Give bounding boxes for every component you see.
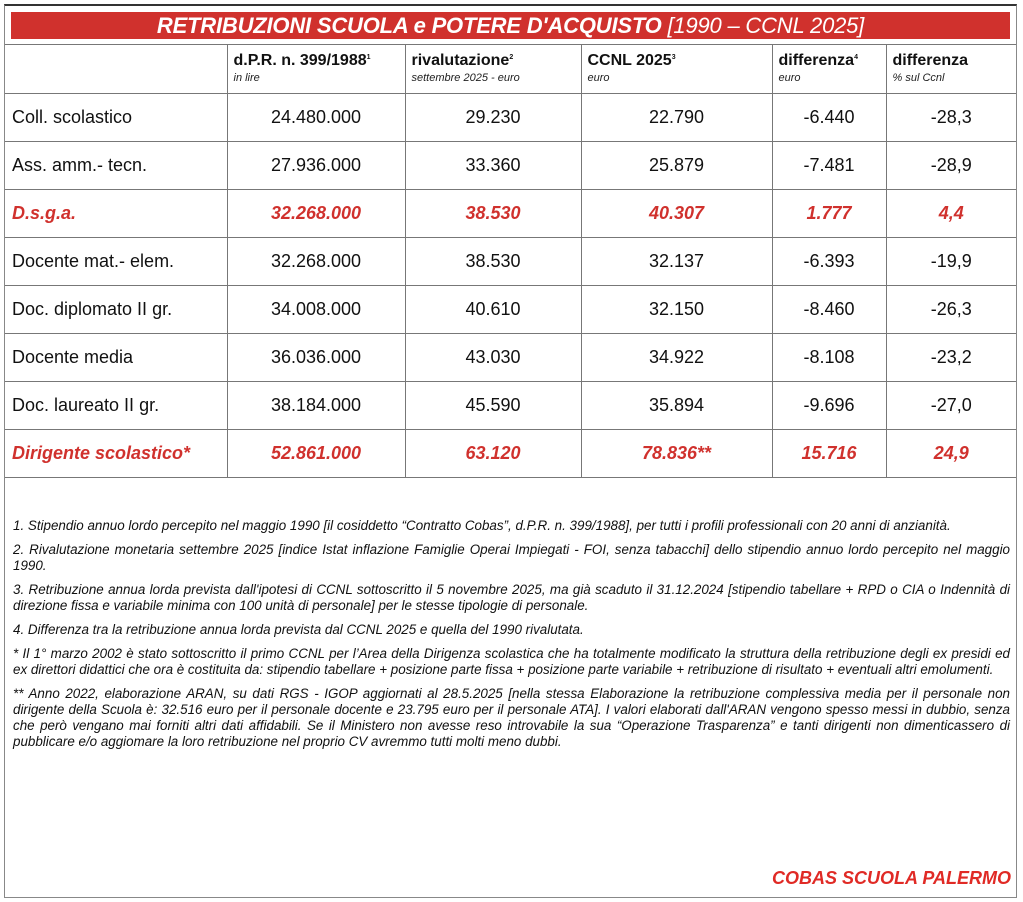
cell-differenza-euro: -6.393 bbox=[772, 238, 886, 286]
cell-dpr: 52.861.000 bbox=[227, 430, 405, 478]
document-frame bbox=[4, 4, 1017, 898]
title-period: [1990 – CCNL 2025] bbox=[667, 13, 865, 38]
table-row bbox=[5, 334, 1016, 382]
header-differenza-euro: differenza$^4$ euro bbox=[772, 45, 886, 94]
table-row bbox=[5, 190, 1016, 238]
footnote-1: 1. Stipendio annuo lordo percepito nel maggio 1990 [il cosiddetto “Contratto Cobas”, d.P.R. n. 399/1988], per tutti i profili professionali con 20 anni di anzianità. bbox=[13, 518, 951, 533]
row-label: Docente media bbox=[5, 334, 227, 382]
row-label: Docente mat.- elem. bbox=[5, 238, 227, 286]
row-label: Doc. diplomato II gr. bbox=[5, 286, 227, 334]
cell-differenza-pct: -23,2 bbox=[886, 334, 1016, 382]
title-main: RETRIBUZIONI SCUOLA e POTERE D'ACQUISTO bbox=[156, 13, 662, 38]
header-ccnl: CCNL 2025$^3$ euro bbox=[581, 45, 772, 94]
table-row bbox=[5, 286, 1016, 334]
cell-rivalutazione: 38.530 bbox=[405, 238, 581, 286]
cell-dpr: 32.268.000 bbox=[227, 238, 405, 286]
header-dpr: d.P.R. n. 399/1988$^1$ in lire bbox=[227, 45, 405, 94]
cell-differenza-euro: -9.696 bbox=[772, 382, 886, 430]
cell-differenza-pct: 4,4 bbox=[886, 190, 1016, 238]
table-row bbox=[5, 142, 1016, 190]
table-row bbox=[5, 430, 1016, 478]
document-title bbox=[11, 12, 1010, 39]
cell-ccnl: 35.894 bbox=[581, 382, 772, 430]
row-label: D.s.g.a. bbox=[5, 190, 227, 238]
cell-rivalutazione: 43.030 bbox=[405, 334, 581, 382]
cell-differenza-pct: -27,0 bbox=[886, 382, 1016, 430]
row-label: Doc. laureato II gr. bbox=[5, 382, 227, 430]
cell-differenza-euro: -6.440 bbox=[772, 94, 886, 142]
cell-ccnl: 40.307 bbox=[581, 190, 772, 238]
cell-differenza-pct: -28,3 bbox=[886, 94, 1016, 142]
row-label: Coll. scolastico bbox=[5, 94, 227, 142]
cell-rivalutazione: 45.590 bbox=[405, 382, 581, 430]
cell-rivalutazione: 38.530 bbox=[405, 190, 581, 238]
row-label: Dirigente scolastico* bbox=[5, 430, 227, 478]
footnote-3: 3. Retribuzione annua lorda prevista dall'ipotesi di CCNL sottoscritto il 5 novembre 2025, ma già scaduto il 31.12.2024 [stipendio tabellare + RPD o CIA o Indennità di direzione fissa e variabile minima con 100 unità di personale] per le stesse tipologie di personale. bbox=[13, 582, 1010, 613]
table-row bbox=[5, 238, 1016, 286]
cell-ccnl: 32.137 bbox=[581, 238, 772, 286]
cell-rivalutazione: 40.610 bbox=[405, 286, 581, 334]
cell-differenza-euro: 1.777 bbox=[772, 190, 886, 238]
cell-differenza-pct: -28,9 bbox=[886, 142, 1016, 190]
footnote-2: 2. Rivalutazione monetaria settembre 2025 [indice Istat inflazione Famiglie Operai Impiegati - FOI, senza tabacchi] dello stipendio annuo lordo percepito nel maggio 1990. bbox=[13, 542, 1010, 573]
header-rivalutazione: rivalutazione$^2$ settembre 2025 - euro bbox=[405, 45, 581, 94]
cell-rivalutazione: 29.230 bbox=[405, 94, 581, 142]
footnotes bbox=[13, 518, 1010, 758]
cell-rivalutazione: 63.120 bbox=[405, 430, 581, 478]
cell-differenza-pct: 24,9 bbox=[886, 430, 1016, 478]
footnote-double-asterisk: ** Anno 2022, elaborazione ARAN, su dati RGS - IGOP aggiornati al 28.5.2025 [nella stessa Elaborazione la retribuzione complessiva media per il personale non dirigente della Scuola è: 32.516 euro per il personale docente e 23.795 euro per il personale ATA]. I valori elaborati dall'ARAN vengono spesso messi in dubbio, senza che però vengano mai forniti altri dati affidabili. Se il Ministero non avesse reso introvabile la sua “Operazione Trasparenza” e tanti dirigenti non dimenticassero di pubblicare e/o aggiomare la loro retribuzione nel proprio CV avremmo tutti molti meno dubbi. bbox=[13, 686, 1010, 749]
cell-dpr: 24.480.000 bbox=[227, 94, 405, 142]
cell-dpr: 32.268.000 bbox=[227, 190, 405, 238]
cell-differenza-euro: -8.460 bbox=[772, 286, 886, 334]
cell-differenza-euro: -8.108 bbox=[772, 334, 886, 382]
header-differenza-pct: differenza % sul Ccnl bbox=[886, 45, 1016, 94]
cell-ccnl: 78.836** bbox=[581, 430, 772, 478]
cell-differenza-euro: -7.481 bbox=[772, 142, 886, 190]
cell-ccnl: 22.790 bbox=[581, 94, 772, 142]
cell-dpr: 27.936.000 bbox=[227, 142, 405, 190]
signature: COBAS SCUOLA PALERMO bbox=[771, 868, 1011, 888]
table-row bbox=[5, 94, 1016, 142]
header-profile bbox=[5, 45, 227, 94]
cell-differenza-euro: 15.716 bbox=[772, 430, 886, 478]
cell-ccnl: 34.922 bbox=[581, 334, 772, 382]
footnote-asterisk: * Il 1° marzo 2002 è stato sottoscritto il primo CCNL per l’Area della Dirigenza scolastica che ha totalmente modificato la struttura della retribuzione degli ex presidi ed ex direttori didattici che ora è costituita da: stipendio tabellare + posizione parte fissa + posizione parte variabile + retribuzione di risultato + eventuali altri emolumenti. bbox=[13, 646, 1010, 677]
cell-ccnl: 32.150 bbox=[581, 286, 772, 334]
cell-differenza-pct: -19,9 bbox=[886, 238, 1016, 286]
cell-dpr: 38.184.000 bbox=[227, 382, 405, 430]
row-label: Ass. amm.- tecn. bbox=[5, 142, 227, 190]
cell-rivalutazione: 33.360 bbox=[405, 142, 581, 190]
table-header-row bbox=[5, 45, 1016, 94]
cell-ccnl: 25.879 bbox=[581, 142, 772, 190]
footnote-4: 4. Differenza tra la retribuzione annua lorda prevista dal CCNL 2025 e quella del 1990 rivalutata. bbox=[13, 622, 584, 637]
table-row bbox=[5, 382, 1016, 430]
cell-dpr: 36.036.000 bbox=[227, 334, 405, 382]
salary-table bbox=[5, 44, 1016, 478]
cell-dpr: 34.008.000 bbox=[227, 286, 405, 334]
cell-differenza-pct: -26,3 bbox=[886, 286, 1016, 334]
